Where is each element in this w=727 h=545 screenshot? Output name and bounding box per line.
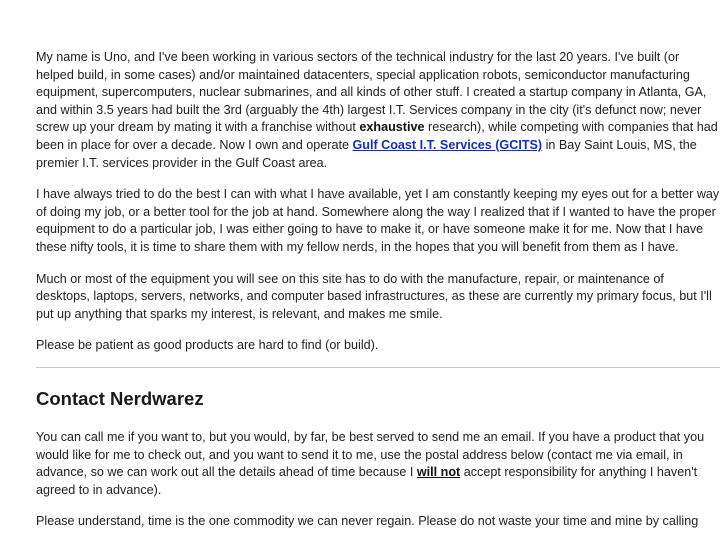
contact-heading: Contact Nerdwarez <box>36 387 204 409</box>
about-p1-text-3: in Bay Saint Louis, MS, the premier I.T. services provider in the Gulf Coast area. <box>36 137 697 170</box>
about-p1-text-1: My name is Uno, and I've been working in various sectors of the technical industry for the last 20 years. I've built (or helped build, in some cases) and/or maintained datacenters, special application robots, semiconductor manufacturing equipment, supercomputers, nuclear submarines, and all kinds of other stuff. I created a startup company in Atlanta, GA, and within 3.5 years had built the 3rd (arguably the 4th) largest I.T. Services company in the city (it's defunct now; never screw up your dream by mating it with a franchise without <box>36 50 707 135</box>
gcits-link[interactable]: Gulf Coast I.T. Services (GCITS) <box>352 137 543 152</box>
contact-paragraph-1 <box>36 429 720 499</box>
contact-p1-text-1: You can call me if you want to, but you would, by far, be best served to send me an email. If you have a product that you would like for me to check out, and you want to send it to me, use the postal address below (contact me via email, in advance, so we can work out all the details ahead of time because I <box>36 429 705 480</box>
section-divider <box>36 367 720 368</box>
emphasis-will-not: will not <box>416 465 461 480</box>
about-paragraph-2: I have always tried to do the best I can with what I have available, yet I am constantly keeping my eyes out for a better way of doing my job, or a better tool for the job at hand. Somewhere along the way I realized that if I wanted to have the proper equipment to do a particular job, I was either going to have to make it, or have someone make it for me. Now that I have these nifty tools, it is time to share them with my fellow nerds, in the hopes that you will benefit from them as I have. <box>36 187 720 254</box>
about-paragraph-1 <box>36 49 720 172</box>
emphasis-exhaustive: exhaustive <box>359 120 425 135</box>
main-content <box>36 49 720 545</box>
about-paragraph-4: Please be patient as good products are hard to find (or build). <box>36 338 379 353</box>
contact-paragraph-2: Please understand, time is the one commodity we can never regain. Please do not waste your time and mine by calling <box>36 514 699 529</box>
contact-p1-text-2: accept responsibility for anything I haven't agreed to in advance). <box>36 465 698 497</box>
about-paragraph-3: Much or most of the equipment you will see on this site has to do with the manufacture, repair, or maintenance of desktops, laptops, servers, networks, and computer based infrastructures, as these are currently my primary focus, but I'll put up anything that sparks my interest, is relevant, and makes me smile. <box>36 271 712 321</box>
about-p1-text-2: research), while competing with companies that had been in place for over a decade. Now I own and operate <box>36 120 718 152</box>
